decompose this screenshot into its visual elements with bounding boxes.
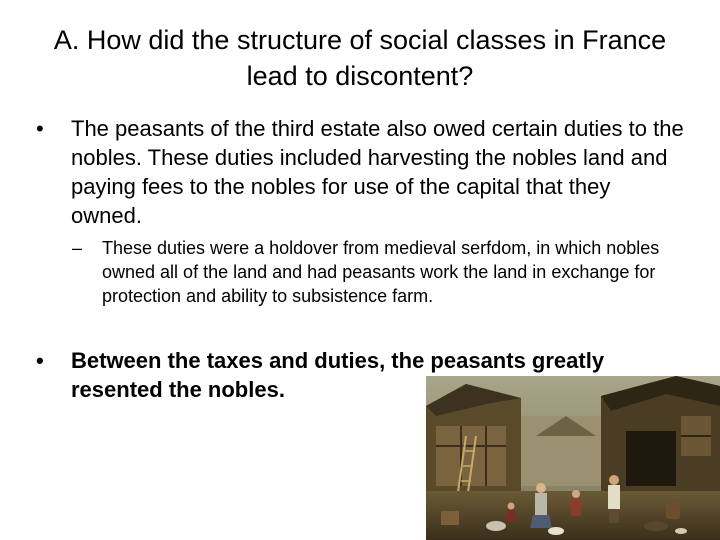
sub-bullet-marker: – — [72, 238, 83, 258]
peasant-farmyard-painting — [426, 376, 720, 540]
bullet-marker: • — [36, 348, 44, 373]
slide-title: A. How did the structure of social classes in France lead to discontent? — [53, 25, 667, 91]
bullet-text: Between the taxes and duties, the peasants greatly resented the nobles. — [71, 348, 605, 402]
bullet-point — [36, 114, 686, 230]
bullet-marker: • — [36, 116, 44, 141]
sub-bullet-point — [72, 236, 682, 308]
sub-bullet-text: These duties were a holdover from medieval serfdom, in which nobles owned all of the land and had peasants work the land in exchange for protection and ability to subsistence farm. — [102, 238, 660, 306]
bullet-text: The peasants of the third estate also owed certain duties to the nobles. These duties included harvesting the nobles land and paying fees to the nobles for use of the capital that they owned. — [71, 116, 684, 228]
